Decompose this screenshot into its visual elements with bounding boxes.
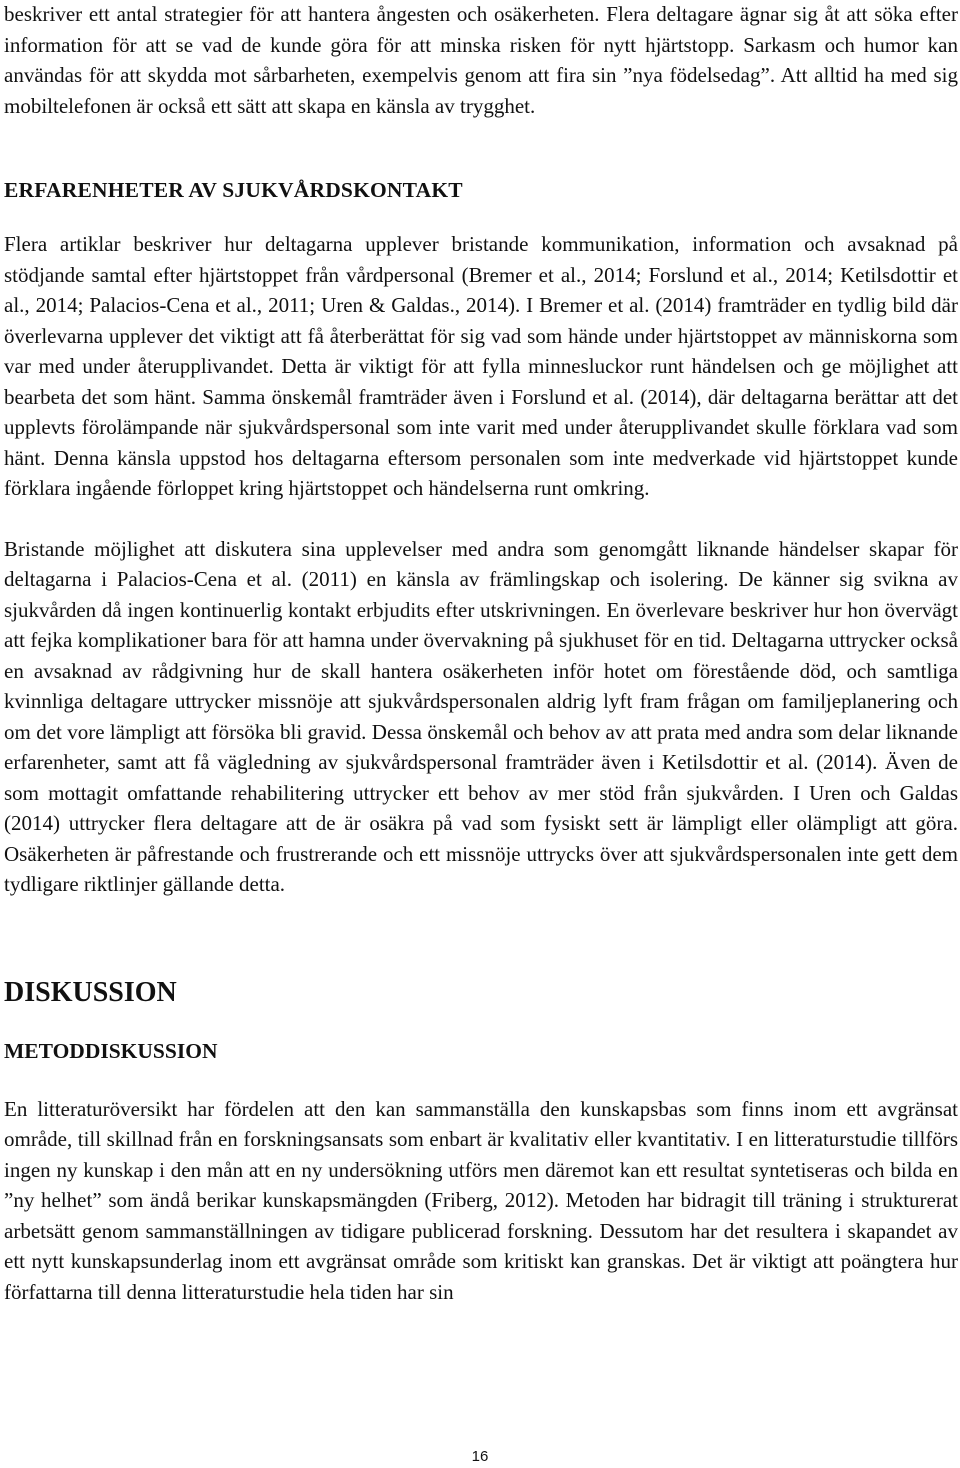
heading-diskussion: DISKUSSION xyxy=(4,976,177,1008)
document-page xyxy=(4,0,958,1307)
heading-sjukvardskontakt: ERFARENHETER AV SJUKVÅRDSKONTAKT xyxy=(4,178,463,202)
paragraph-sjukvard-1: Flera artiklar beskriver hur deltagarna upplever bristande kommunikation, information och avsaknad på stödjande samtal efter hjärtstoppet från vårdpersonal (Bremer et al., 2014; Forslund et al., 2014; Ketilsdottir et al., 2014; Palacios-Cena et al., 2011; Uren & Galdas., 2014). I Bremer et al. (2014) framträder en tydlig bild där överlevarna upplever det viktigt att få återberättat för sig vad som hände under hjärtstoppet av människorna som var med under återupplivandet. Detta är viktigt för att fylla minnesluckor runt händelsen och ge möjlighet att bearbeta det som hänt. Samma önskemål framträder även i Forslund et al. (2014), där deltagarna berättar att det upplevts förolämpande när sjukvårdspersonal som inte varit med under återupplivandet skulle förklara vad som hänt. Denna känsla uppstod hos deltagarna eftersom personalen som inte medverkade vid hjärtstoppet kunde förklara ingående förloppet kring hjärtstoppet och händelserna runt omkring. xyxy=(4,232,958,500)
paragraph-intro: beskriver ett antal strategier för att hantera ångesten och osäkerheten. Flera deltagare ägnar sig åt att söka efter information för att se vad de kunde göra för att minska risken för nytt hjärtstopp. Sarkasm och humor kan användas för att skydda mot sårbarheten, exempelvis genom att fira sin ”nya födelsedag”. Att alltid ha med sig mobiltelefonen är också ett sätt att skapa en känsla av trygghet. xyxy=(4,2,958,118)
paragraph-metod-1: En litteraturöversikt har fördelen att den kan sammanställa den kunskapsbas som finns inom ett avgränsat område, till skillnad från en forskningsansats som enbart är kvalitativ eller kvantitativ. I en litteraturstudie tillförs ingen ny kunskap i den mån att en ny undersökning utförs men däremot kan ett resultat syntetiseras och bilda en ”ny helhet” som ändå berikar kunskapsmängden (Friberg, 2012). Metoden har bidragit till träning i strukturerat arbetsätt genom sammanställningen av tidigare publicerad forskning. Dessutom har det resultera i skapandet av ett nytt kunskapsunderlag inom ett avgränsat område som kritiskt kan granskas. Det är viktigt att poängtera hur författarna till denna litteraturstudie hela tiden har sin xyxy=(4,1096,958,1304)
heading-metoddiskussion: METODDISKUSSION xyxy=(4,1038,218,1063)
paragraph-sjukvard-2: Bristande möjlighet att diskutera sina upplevelser med andra som genomgått liknande händelser skapar för deltagarna i Palacios-Cena et al. (2011) en känsla av främlingskap och isolering. De känner sig svikna av sjukvården då ingen kontinuerlig kontakt erbjudits efter utskrivningen. En överlevare beskriver hur hon övervägt att fejka komplikationer bara för att hamna under övervakning på sjukhuset för en tid. Deltagarna uttrycker också en avsaknad av rådgivning hur de skall hantera osäkerheten inför hotet om förestående död, och samtliga kvinnliga deltagare uttrycker missnöje att sjukvårdspersonalen aldrig lyft fram frågan om familjeplanering och om det vore lämpligt att försöka bli gravid. Dessa önskemål och behov av att prata med andra som delar liknande erfarenheter, samt att få vägledning av sjukvårdspersonal framträder även i Ketilsdottir et al. (2014). Även de som mottagit omfattande rehabilitering uttrycker ett behov av mer stöd från sjukvården. I Uren och Galdas (2014) uttrycker flera deltagare att de är osäkra på vad som fysiskt sett är lämpligt eller olämpligt att göra. Osäkerheten är påfrestande och frustrerande och ett missnöje uttrycks över att sjukvårdspersonalen inte gett dem tydligare riktlinjer gällande detta. xyxy=(4,536,958,896)
page-number: 16 xyxy=(471,1448,489,1465)
